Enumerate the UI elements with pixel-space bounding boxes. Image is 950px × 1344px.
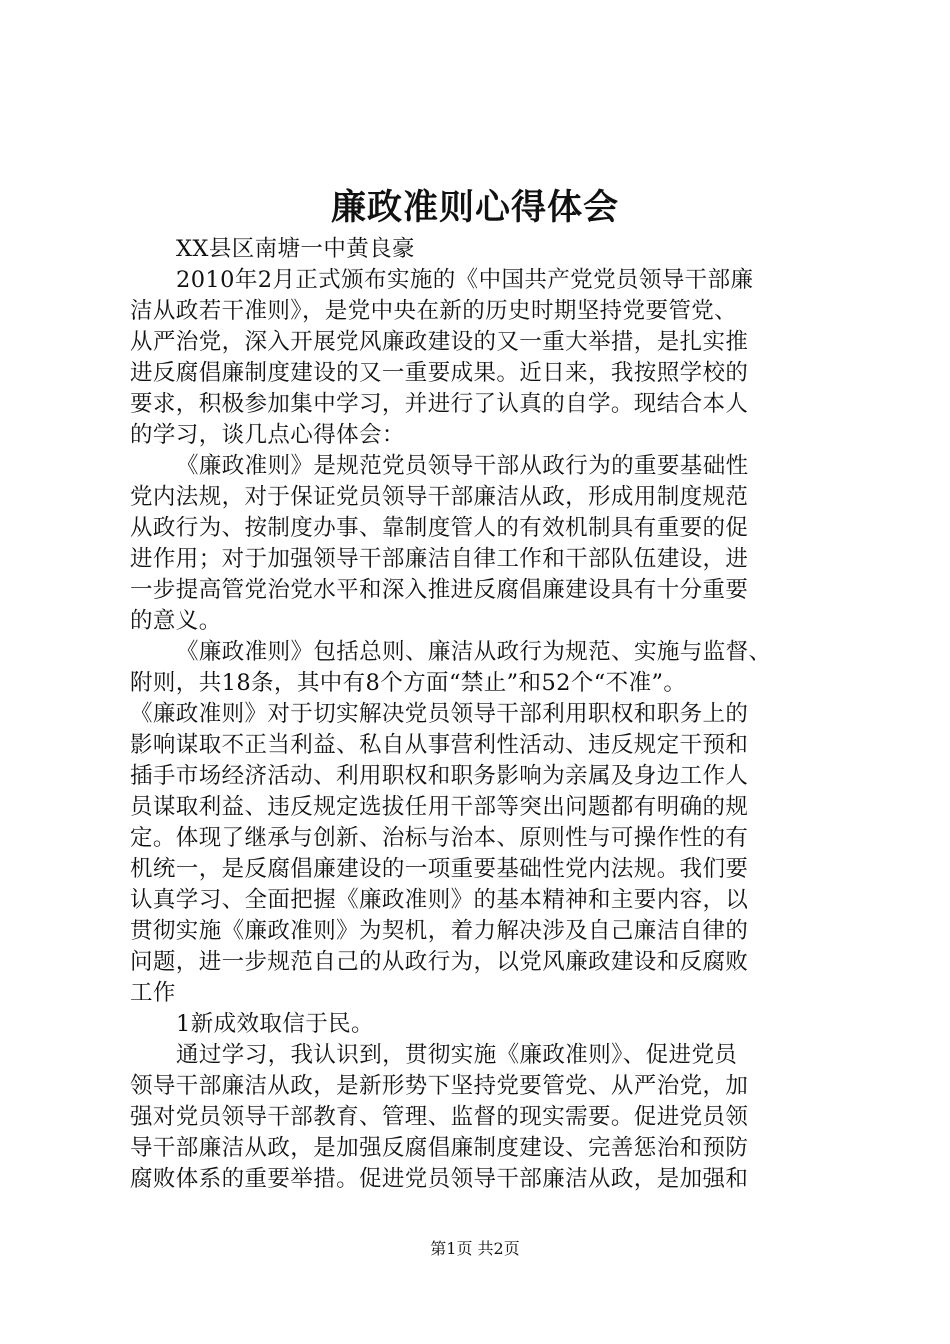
text-line: 2010年2月正式颁布实施的《中国共产党党员领导干部廉 [176,267,754,293]
text-line: 一步提高管党治党水平和深入推进反腐倡廉建设具有十分重要 [130,577,749,603]
text-line: 从政行为、按制度办事、靠制度管人的有效机制具有重要的促 [130,515,749,541]
text-line: 员谋取利益、违反规定选拔任用干部等突出问题都有明确的规 [130,794,749,820]
text-line: 导干部廉洁从政，是加强反腐倡廉制度建设、完善惩治和预防 [130,1135,749,1161]
text-line: 1新成效取信于民。 [176,1011,374,1037]
document-title: 廉政准则心得体会 [330,187,619,228]
text-line: 进反腐倡廉制度建设的又一重要成果。近日来，我按照学校的 [130,360,749,386]
text-line: 《廉政准则》对于切实解决党员领导干部利用职权和职务上的 [130,701,749,727]
text-line: 从严治党，深入开展党风廉政建设的又一重大举措，是扎实推 [130,329,749,355]
text-line: 《廉政准则》包括总则、廉洁从政行为规范、实施与监督、 [176,639,772,665]
text-line: 贯彻实施《廉政准则》为契机，着力解决涉及自己廉洁自律的 [130,918,749,944]
text-line: 党内法规，对于保证党员领导干部廉洁从政，形成用制度规范 [130,484,749,510]
text-line: 附则，共18条，其中有8个方面“禁止”和52个“不准”。 [130,670,687,696]
text-line: 洁从政若干准则》，是党中央在新的历史时期坚持党要管党、 [130,298,738,324]
text-line: 腐败体系的重要举措。促进党员领导干部廉洁从政，是加强和 [130,1166,749,1192]
text-line: 的学习，谈几点心得体会： [130,422,405,448]
text-line: 影响谋取不正当利益、私自从事营利性活动、违反规定干预和 [130,732,749,758]
text-line: 强对党员领导干部教育、管理、监督的现实需要。促进党员领 [130,1104,749,1130]
text-line: 进作用；对于加强领导干部廉洁自律工作和干部队伍建设，进 [130,546,749,572]
text-line: 通过学习，我认识到，贯彻实施《廉政准则》、促进党员 [176,1042,738,1068]
text-line: 问题，进一步规范自己的从政行为，以党风廉政建设和反腐败 [130,949,749,975]
text-line: 机统一，是反腐倡廉建设的一项重要基础性党内法规。我们要 [130,856,749,882]
text-line: 定。体现了继承与创新、治标与治本、原则性与可操作性的有 [130,825,749,851]
text-line: 要求，积极参加集中学习，并进行了认真的自学。现结合本人 [130,391,749,417]
text-line: 的意义。 [130,608,222,634]
text-line: 认真学习、全面把握《廉政准则》的基本精神和主要内容，以 [130,887,749,913]
page-number-footer: 第1页 共2页 [430,1239,520,1258]
text-line: 插手市场经济活动、利用职权和职务影响为亲属及身边工作人 [130,763,749,789]
author-line: XX县区南塘一中黄良豪 [176,236,415,262]
text-line: 领导干部廉洁从政，是新形势下坚持党要管党、从严治党，加 [130,1073,749,1099]
document-body [130,234,840,1195]
text-line: 《廉政准则》是规范党员领导干部从政行为的重要基础性 [176,453,749,479]
text-line: 工作 [130,980,176,1006]
